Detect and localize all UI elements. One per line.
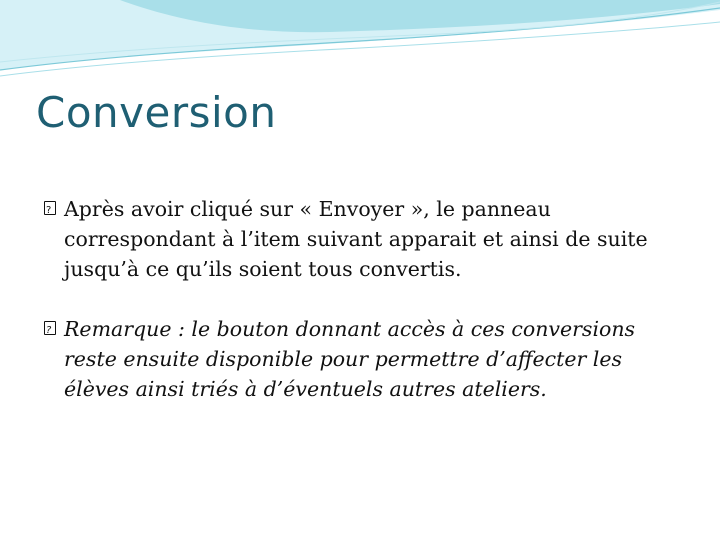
missing-glyph-bullet-icon (44, 321, 56, 335)
bullet-item (44, 194, 684, 284)
slide-title: Conversion (36, 88, 277, 137)
bullet-list (44, 194, 684, 434)
bullet-item-remark (44, 314, 684, 404)
missing-glyph-bullet-icon (44, 201, 56, 215)
header-wave-decoration (0, 0, 720, 90)
bullet-text: Après avoir cliqué sur « Envoyer », le panneau correspondant à l’item suivant apparait et ainsi de suite jusqu’à ce qu’ils soient tous convertis. (64, 197, 648, 281)
bullet-text: Remarque : le bouton donnant accès à ces conversions reste ensuite disponible pour permettre d’affecter les élèves ainsi triés à d’éventuels autres ateliers. (64, 317, 636, 401)
